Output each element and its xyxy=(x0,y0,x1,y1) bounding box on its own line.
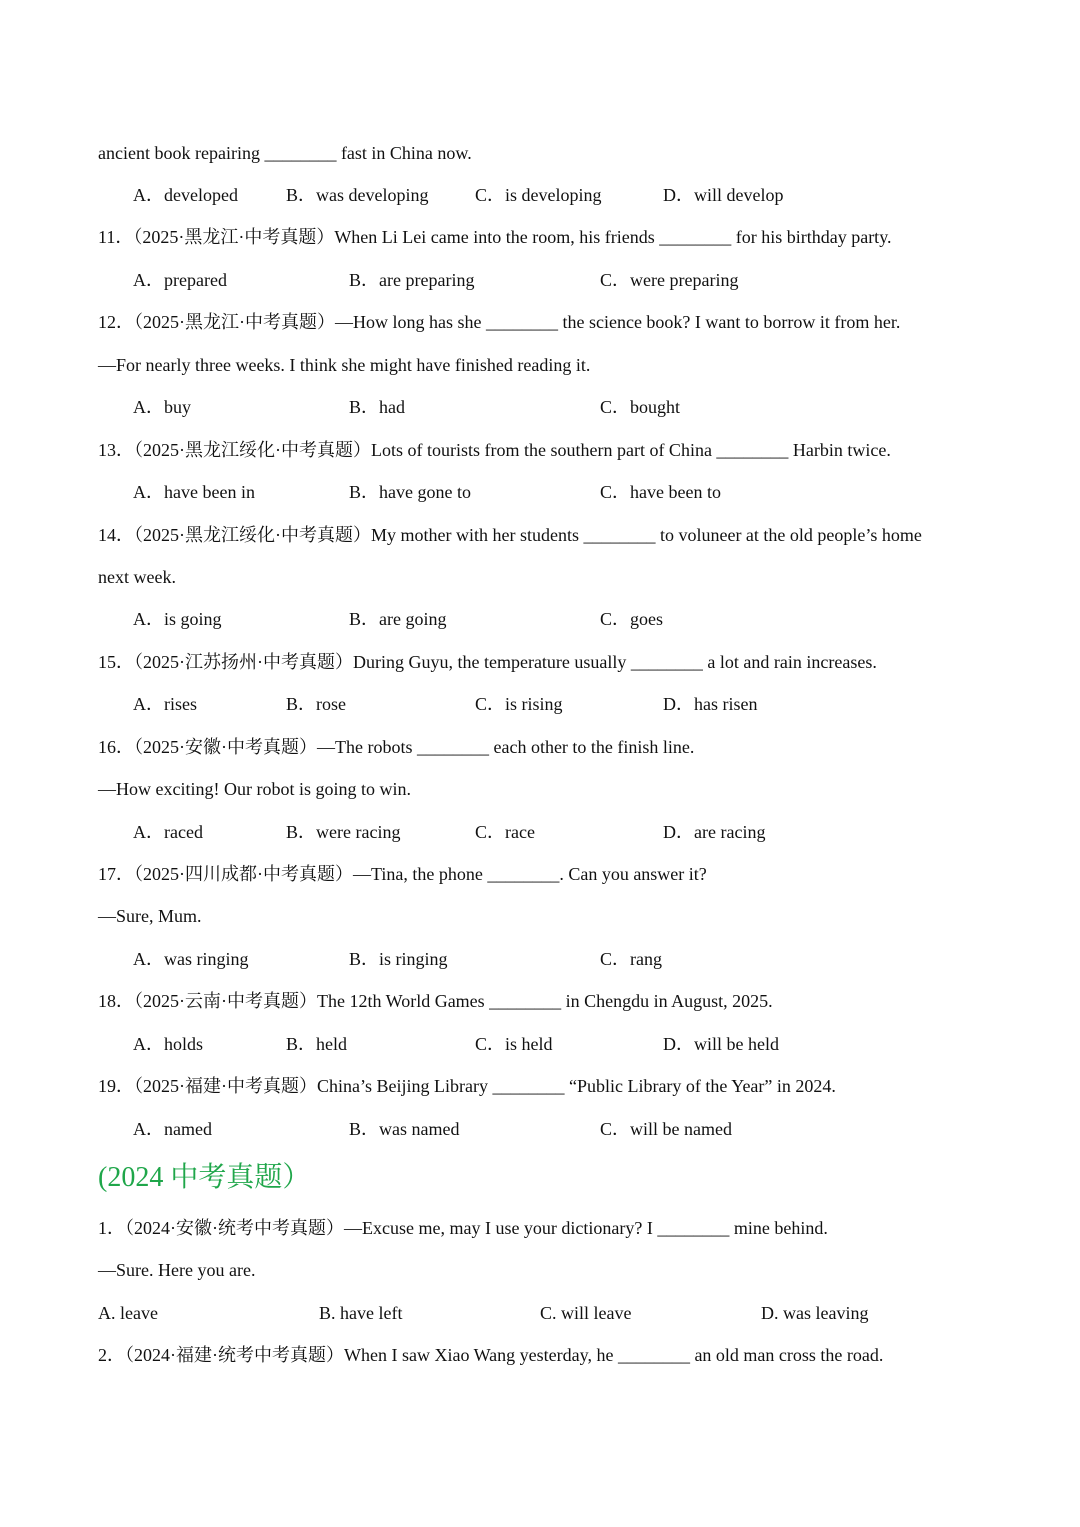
q13-option-c: C．have been to xyxy=(600,482,721,502)
q10-option-d: D．will develop xyxy=(663,185,784,205)
q16-stem: 16．（2025·安徽·中考真题）—The robots ________ each other to the finish line. xyxy=(98,737,695,757)
q16-option-c: C．race xyxy=(475,822,535,842)
q11-option-c: C．were preparing xyxy=(600,270,739,290)
q17-stem-line2: —Sure, Mum. xyxy=(98,906,202,926)
q11-option-b: B．are preparing xyxy=(349,270,475,290)
q12-option-a: A．buy xyxy=(133,397,191,417)
q13-stem: 13．（2025·黑龙江绥化·中考真题）Lots of tourists from the southern part of China ________ Harbin twice. xyxy=(98,440,891,460)
q11-options xyxy=(133,268,1033,292)
q19-option-c: C．will be named xyxy=(600,1119,732,1139)
q10-option-b: B．was developing xyxy=(286,185,429,205)
p1-stem: 1．（2024·安徽·统考中考真题）—Excuse me, may I use your dictionary? I ________ mine behind. xyxy=(98,1218,828,1238)
q11-stem: 11．（2025·黑龙江·中考真题）When Li Lei came into the room, his friends ________ for his birthday party. xyxy=(98,227,892,247)
q15-option-d: D．has risen xyxy=(663,694,758,714)
q12-stem: 12．（2025·黑龙江·中考真题）—How long has she ________ the science book? I want to borrow it from her. xyxy=(98,312,901,332)
q15-option-c: C．is rising xyxy=(475,694,563,714)
p1-option-d: D. was leaving xyxy=(761,1303,869,1323)
q17-option-a: A．was ringing xyxy=(133,949,249,969)
q18-option-a: A．holds xyxy=(133,1034,204,1054)
q13-option-a: A．have been in xyxy=(133,482,255,502)
q16-stem-line2: —How exciting! Our robot is going to win. xyxy=(98,779,411,799)
q10-option-a: A．developed xyxy=(133,185,238,205)
q15-option-a: A．rises xyxy=(133,694,197,714)
q10-option-c: C．is developing xyxy=(475,185,602,205)
q19-option-b: B．was named xyxy=(349,1119,460,1139)
q17-options xyxy=(133,947,1033,971)
p1-option-c: C. will leave xyxy=(540,1303,632,1323)
q13-option-b: B．have gone to xyxy=(349,482,471,502)
p1-option-a: A. leave xyxy=(98,1303,158,1323)
q17-stem: 17．（2025·四川成都·中考真题）—Tina, the phone ________. Can you answer it? xyxy=(98,864,707,884)
p2-stem: 2．（2024·福建·统考中考真题）When I saw Xiao Wang yesterday, he ________ an old man cross the road. xyxy=(98,1345,884,1365)
q15-stem: 15．（2025·江苏扬州·中考真题）During Guyu, the temperature usually ________ a lot and rain increases. xyxy=(98,652,877,672)
q16-options xyxy=(133,820,1033,844)
q15-options xyxy=(133,692,1033,716)
q11-option-a: A．prepared xyxy=(133,270,227,290)
q18-options xyxy=(133,1032,1033,1056)
p1-option-b: B. have left xyxy=(319,1303,403,1323)
section-heading-2024: (2024 中考真题） xyxy=(98,1162,311,1193)
q19-options xyxy=(133,1117,1033,1141)
q16-option-b: B．were racing xyxy=(286,822,401,842)
q19-option-a: A．named xyxy=(133,1119,212,1139)
p1-stem-line2: —Sure. Here you are. xyxy=(98,1260,256,1280)
q10-options xyxy=(133,183,1033,207)
q14-option-c: C．goes xyxy=(600,609,663,629)
q12-options xyxy=(133,395,1033,419)
q14-option-b: B．are going xyxy=(349,609,447,629)
q12-stem-line2: —For nearly three weeks. I think she might have finished reading it. xyxy=(98,355,591,375)
q12-option-c: C．bought xyxy=(600,397,681,417)
q14-options xyxy=(133,607,1033,631)
q18-option-c: C．is held xyxy=(475,1034,553,1054)
q17-option-c: C．rang xyxy=(600,949,662,969)
q18-stem: 18．（2025·云南·中考真题）The 12th World Games ________ in Chengdu in August, 2025. xyxy=(98,991,773,1011)
q18-option-b: B．held xyxy=(286,1034,347,1054)
q16-option-a: A．raced xyxy=(133,822,203,842)
q12-option-b: B．had xyxy=(349,397,405,417)
q14-option-a: A．is going xyxy=(133,609,222,629)
q10-stem-tail: ancient book repairing ________ fast in China now. xyxy=(98,143,472,163)
p1-options xyxy=(98,1301,998,1325)
q14-stem: 14．（2025·黑龙江绥化·中考真题）My mother with her students ________ to voluneer at the old people’s home xyxy=(98,525,922,545)
q19-stem: 19．（2025·福建·中考真题）China’s Beijing Library ________ “Public Library of the Year” in 2024. xyxy=(98,1076,836,1096)
q14-stem-line2: next week. xyxy=(98,567,176,587)
q16-option-d: D．are racing xyxy=(663,822,766,842)
q17-option-b: B．is ringing xyxy=(349,949,448,969)
q15-option-b: B．rose xyxy=(286,694,346,714)
q18-option-d: D．will be held xyxy=(663,1034,779,1054)
q13-options xyxy=(133,480,1033,504)
